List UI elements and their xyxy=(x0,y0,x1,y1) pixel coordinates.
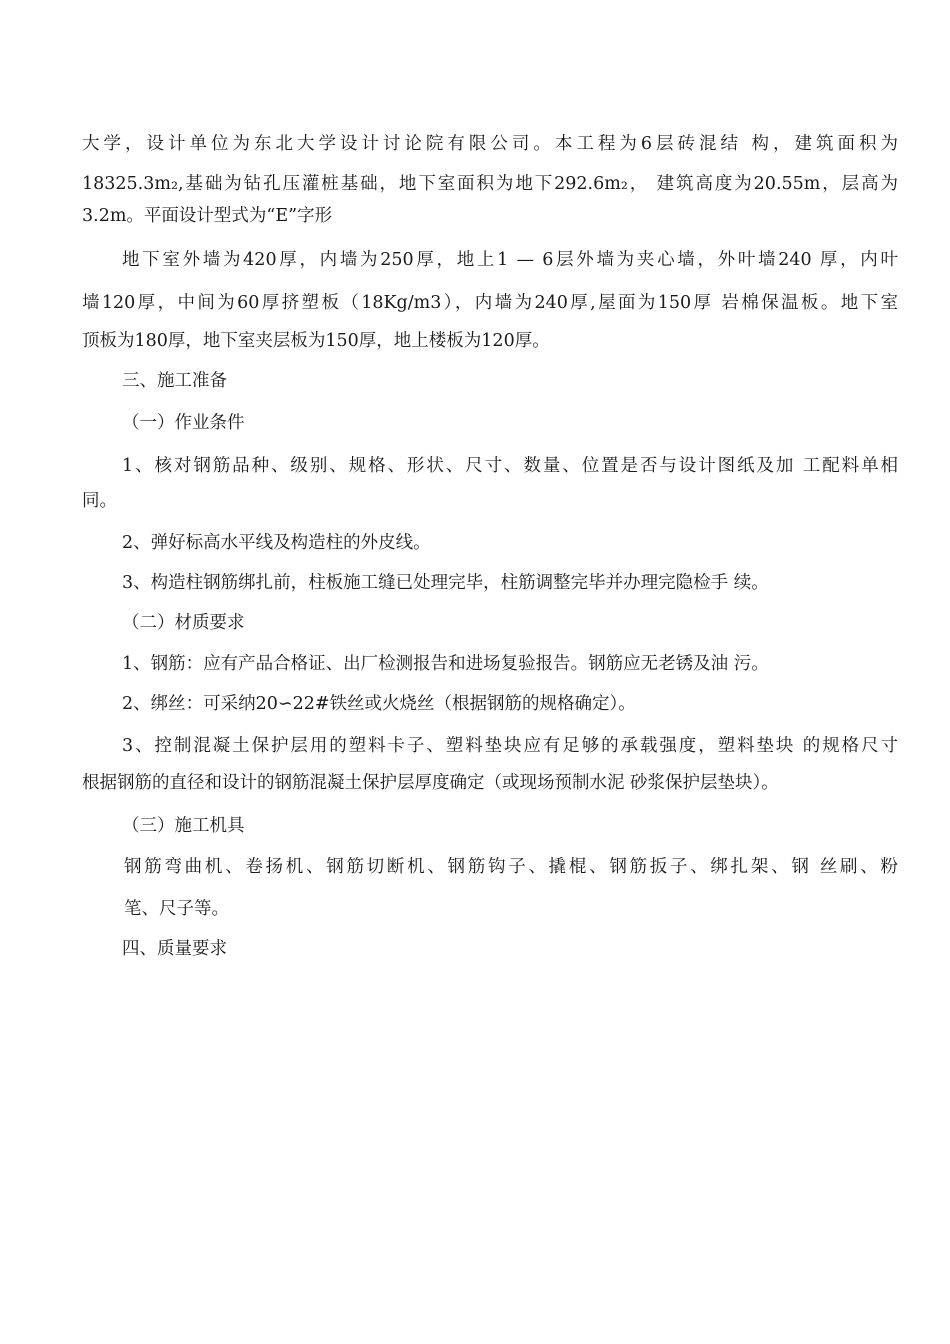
subsection-heading: （一）作业条件 xyxy=(122,413,245,433)
list-item-continuation: 同。 xyxy=(82,491,117,511)
paragraph-line: 地下室外墙为420厚，内墙为250厚，地上1 — 6层外墙为夹心墙，外叶墙240 厚，内叶 xyxy=(122,250,898,270)
paragraph-line: 18325.3m₂,基础为钻孔压灌桩基础，地下室面积为地下292.6m₂， 建筑高度为20.55m，层高为 xyxy=(82,174,898,194)
tools-list-continuation: 笔、尺子等。 xyxy=(124,899,229,919)
subsection-heading: （二）材质要求 xyxy=(122,613,245,633)
paragraph-line: 墙120厚，中间为60厚挤塑板（18Kg/m3），内墙为240厚,屋面为150厚 岩棉保温板。地下室 xyxy=(82,293,898,313)
list-item-continuation: 根据钢筋的直径和设计的钢筋混凝土保护层厚度确定（或现场预制水泥 砂浆保护层垫块）。 xyxy=(82,773,779,793)
list-item: 1、钢筋：应有产品合格证、出厂检测报告和进场复验报告。钢筋应无老锈及油 污。 xyxy=(122,654,769,674)
list-item: 2、绑丝：可采纳20∽22#铁丝或火烧丝（根据钢筋的规格确定）。 xyxy=(122,694,636,714)
subsection-heading: （三）施工机具 xyxy=(122,816,245,836)
list-item: 3、控制混凝土保护层用的塑料卡子、塑料垫块应有足够的承载强度，塑料垫块 的规格尺寸 xyxy=(122,736,898,756)
paragraph-line: 顶板为180厚，地下室夹层板为150厚，地上楼板为120厚。 xyxy=(82,331,550,351)
list-item: 2、弹好标高水平线及构造柱的外皮线。 xyxy=(122,533,431,553)
list-item: 1、核对钢筋品种、级别、规格、形状、尺寸、数量、位置是否与设计图纸及加 工配料单相 xyxy=(122,456,898,476)
list-item: 3、构造柱钢筋绑扎前，柱板施工缝已处理完毕，柱筋调整完毕并办理完隐检手 续。 xyxy=(122,573,769,593)
paragraph-line: 大学，设计单位为东北大学设计讨论院有限公司。本工程为6层砖混结 构，建筑面积为 xyxy=(82,134,898,154)
paragraph-line: 3.2m。平面设计型式为“E”字形 xyxy=(82,206,333,226)
tools-list: 钢筋弯曲机、卷扬机、钢筋切断机、钢筋钩子、撬棍、钢筋扳子、绑扎架、钢 丝刷、粉 xyxy=(124,857,898,877)
section-heading: 三、施工准备 xyxy=(122,371,227,391)
section-heading: 四、质量要求 xyxy=(122,939,227,959)
